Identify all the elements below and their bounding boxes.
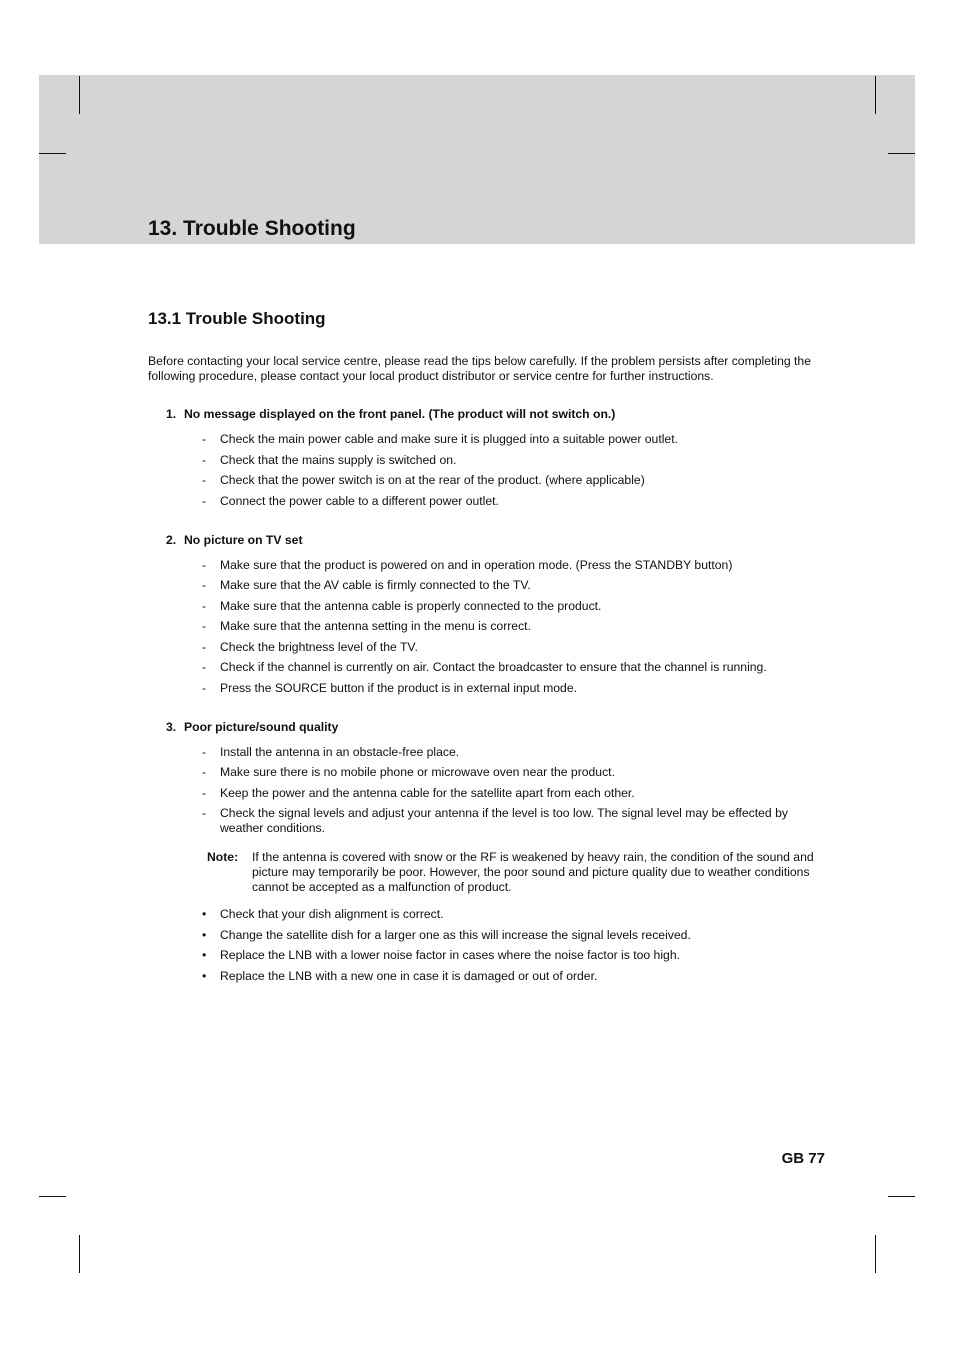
list-item	[148, 473, 828, 488]
dash-marker: -	[202, 578, 207, 592]
list-item	[148, 558, 828, 573]
item-text: Make sure there is no mobile phone or microwave oven near the product.	[220, 765, 615, 779]
problem-title: No picture on TV set	[184, 532, 303, 547]
note-text: If the antenna is covered with snow or the RF is weakened by heavy rain, the condition of the sound and picture may temporarily be poor. However, the poor sound and picture quality due to weather conditions cannot be accepted as a malfunction of product.	[252, 850, 814, 894]
crop-mark-top-left-vertical	[79, 76, 80, 114]
item-text: Make sure that the AV cable is firmly connected to the TV.	[220, 578, 531, 592]
list-item	[148, 640, 828, 655]
crop-mark-bottom-left-vertical	[79, 1235, 80, 1273]
list-item	[148, 969, 828, 984]
crop-mark-top-right-horizontal	[888, 153, 915, 154]
crop-mark-bottom-left-horizontal	[39, 1196, 66, 1197]
list-item	[148, 681, 828, 696]
problem-title: No message displayed on the front panel. (The product will not switch on.)	[184, 407, 616, 421]
crop-mark-bottom-right-horizontal	[888, 1196, 915, 1197]
item-text: Make sure that the product is powered on and in operation mode. (Press the STANDBY button)	[220, 557, 733, 572]
item-text: Check that the mains supply is switched on.	[220, 452, 457, 467]
problem-heading	[148, 533, 828, 548]
dash-marker: -	[202, 432, 207, 446]
problem-3	[148, 720, 828, 984]
section-title: 13.1 Trouble Shooting	[148, 309, 326, 328]
main-content	[148, 307, 828, 984]
list-item	[148, 660, 828, 675]
problem-1	[148, 407, 828, 509]
problem-heading	[148, 720, 828, 735]
list-item	[148, 907, 828, 922]
item-text: Make sure that the antenna setting in the menu is correct.	[220, 619, 531, 633]
item-text: Press the SOURCE button if the product is in external input mode.	[220, 680, 578, 695]
list-item	[148, 786, 828, 801]
checklist	[148, 432, 828, 509]
list-item	[148, 494, 828, 509]
dash-marker: -	[202, 598, 207, 613]
list-item	[148, 432, 828, 447]
page-number: GB 77	[781, 1150, 825, 1167]
problem-number: 3.	[166, 719, 177, 734]
dash-marker: -	[202, 744, 207, 759]
weather-note	[148, 850, 828, 895]
dash-marker: -	[202, 660, 207, 674]
item-text: Keep the power and the antenna cable for the satellite apart from each other.	[220, 785, 635, 800]
item-text: Check that your dish alignment is correct.	[220, 907, 444, 921]
dash-marker: -	[202, 557, 207, 572]
dash-marker: -	[202, 473, 207, 487]
crop-mark-top-right-vertical	[875, 76, 876, 114]
crop-mark-bottom-right-vertical	[875, 1235, 876, 1273]
list-item	[148, 453, 828, 468]
item-text: Check that the power switch is on at the rear of the product. (where applicable)	[220, 473, 645, 487]
problem-number: 1.	[166, 407, 177, 421]
note-label: Note:	[207, 850, 239, 864]
list-item	[148, 599, 828, 614]
list-item	[148, 948, 828, 963]
dish-checklist	[148, 907, 828, 984]
problem-number: 2.	[166, 532, 177, 547]
dash-marker: -	[202, 785, 207, 800]
dash-marker: -	[202, 639, 207, 654]
dash-marker: -	[202, 680, 207, 695]
dash-marker: -	[202, 493, 207, 508]
item-text: Check the main power cable and make sure it is plugged into a suitable power outlet.	[220, 432, 678, 446]
dash-marker: -	[202, 765, 207, 779]
checklist	[148, 745, 828, 837]
list-item	[148, 928, 828, 943]
item-text: Check the brightness level of the TV.	[220, 639, 418, 654]
bullet-marker: •	[202, 907, 207, 921]
item-text: Install the antenna in an obstacle-free place.	[220, 744, 460, 759]
intro-paragraph: Before contacting your local service centre, please read the tips below carefully. If the problem persists after completing the following procedure, please contact your local product distributor or service centre for further instructions.	[148, 354, 811, 383]
list-item	[148, 745, 828, 760]
list-item	[148, 806, 828, 836]
problem-heading	[148, 407, 828, 422]
item-text: Check the signal levels and adjust your antenna if the level is too low. The signal level may be effected by weather conditions.	[220, 806, 788, 835]
chapter-title: 13. Trouble Shooting	[148, 217, 356, 240]
list-item	[148, 619, 828, 634]
item-text: Connect the power cable to a different power outlet.	[220, 493, 499, 508]
item-text: Make sure that the antenna cable is properly connected to the product.	[220, 598, 602, 613]
list-item	[148, 765, 828, 780]
item-text: Replace the LNB with a new one in case it is damaged or out of order.	[220, 968, 598, 983]
checklist	[148, 558, 828, 696]
item-text: Check if the channel is currently on air. Contact the broadcaster to ensure that the channel is running.	[220, 660, 767, 674]
item-text: Change the satellite dish for a larger one as this will increase the signal levels received.	[220, 927, 691, 942]
problem-2	[148, 533, 828, 696]
dash-marker: -	[202, 619, 207, 633]
dash-marker: -	[202, 452, 207, 467]
bullet-marker: •	[202, 968, 207, 983]
crop-mark-top-left-horizontal	[39, 153, 66, 154]
list-item	[148, 578, 828, 593]
bullet-marker: •	[202, 948, 207, 962]
bullet-marker: •	[202, 927, 207, 942]
problem-title: Poor picture/sound quality	[184, 719, 339, 734]
dash-marker: -	[202, 806, 207, 820]
item-text: Replace the LNB with a lower noise factor in cases where the noise factor is too high.	[220, 948, 680, 962]
